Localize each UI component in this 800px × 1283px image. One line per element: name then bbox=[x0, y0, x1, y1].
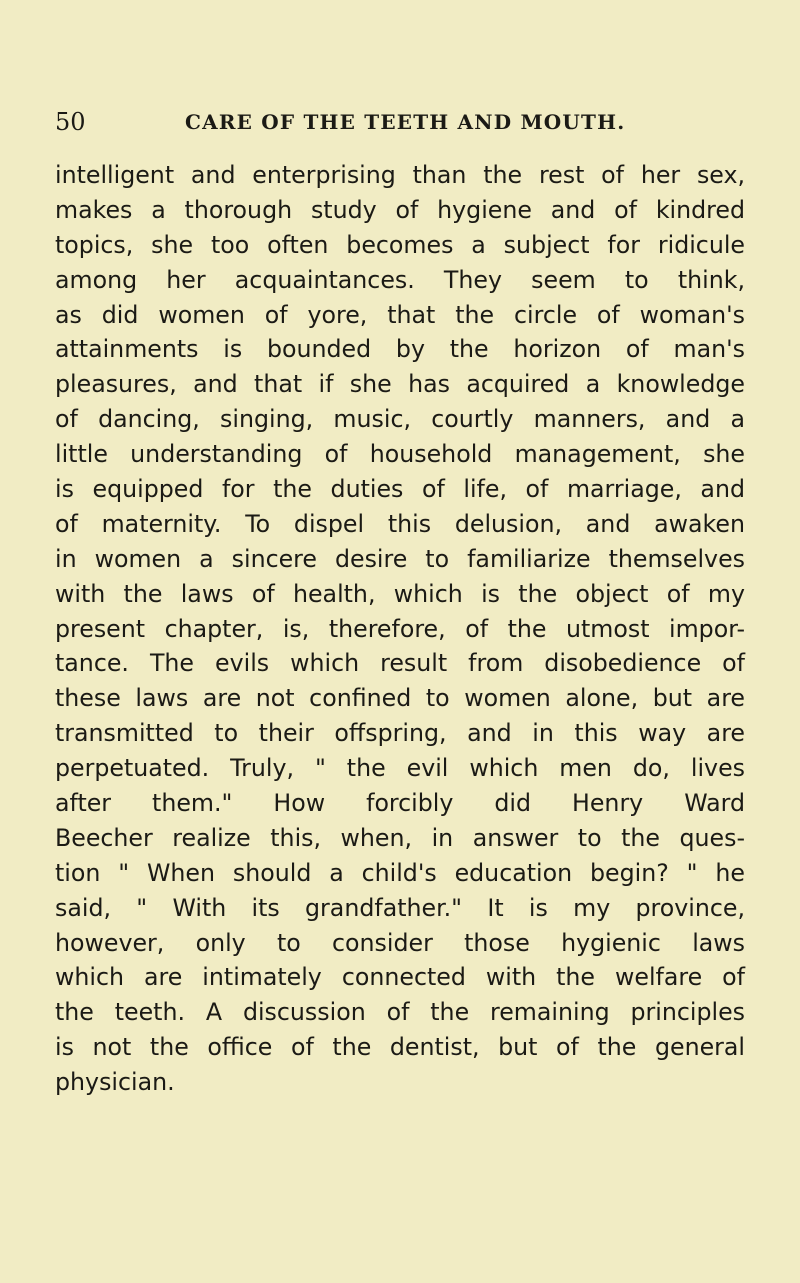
text-line: with the laws of health, which is the object of my bbox=[55, 579, 745, 608]
text-line: after them." How forcibly did Henry Ward bbox=[55, 789, 745, 818]
text-line: said, " With its grandfather." It is my province, bbox=[55, 893, 745, 922]
text-line: attainments is bounded by the horizon of man's bbox=[55, 335, 745, 364]
text-line: transmitted to their offspring, and in this way are bbox=[55, 719, 745, 748]
text-line: tion " When should a child's education begin? " he bbox=[55, 858, 745, 887]
text-line: however, only to consider those hygienic laws bbox=[55, 928, 745, 957]
text-line: pleasures, and that if she has acquired a knowledge bbox=[55, 370, 745, 399]
text-line: the teeth. A discussion of the remaining principles bbox=[55, 998, 745, 1027]
running-head-title: CARE OF THE TEETH AND MOUTH. bbox=[185, 110, 626, 134]
text-line: topics, she too often becomes a subject for ridicule bbox=[55, 230, 745, 259]
text-line: intelligent and enterprising than the rest of her sex, bbox=[55, 161, 745, 189]
text-line: makes a thorough study of hygiene and of kindred bbox=[55, 195, 745, 224]
text-line: perpetuated. Truly, " the evil which men do, lives bbox=[55, 754, 745, 783]
text-line: Beecher realize this, when, in answer to the ques- bbox=[55, 823, 745, 852]
text-line: physician. bbox=[55, 1068, 175, 1097]
text-line: of dancing, singing, music, courtly manners, and a bbox=[55, 405, 745, 434]
text-line: tance. The evils which result from disobedience of bbox=[55, 649, 745, 678]
text-line: of maternity. To dispel this delusion, and awaken bbox=[55, 509, 745, 538]
text-line: is not the office of the dentist, but of the general bbox=[55, 1033, 745, 1062]
text-line: these laws are not confined to women alone, but are bbox=[55, 684, 745, 713]
page-number: 50 bbox=[55, 108, 86, 136]
text-line: among her acquaintances. They seem to think, bbox=[55, 265, 745, 294]
text-line: little understanding of household management, she bbox=[55, 440, 745, 469]
running-head bbox=[55, 100, 745, 140]
body-paragraph bbox=[55, 158, 745, 1100]
text-line: present chapter, is, therefore, of the utmost impor- bbox=[55, 614, 745, 643]
text-line: as did women of yore, that the circle of woman's bbox=[55, 300, 745, 329]
text-line: is equipped for the duties of life, of marriage, and bbox=[55, 475, 745, 504]
text-line: in women a sincere desire to familiarize themselves bbox=[55, 544, 745, 573]
text-line: which are intimately connected with the welfare of bbox=[55, 963, 745, 992]
